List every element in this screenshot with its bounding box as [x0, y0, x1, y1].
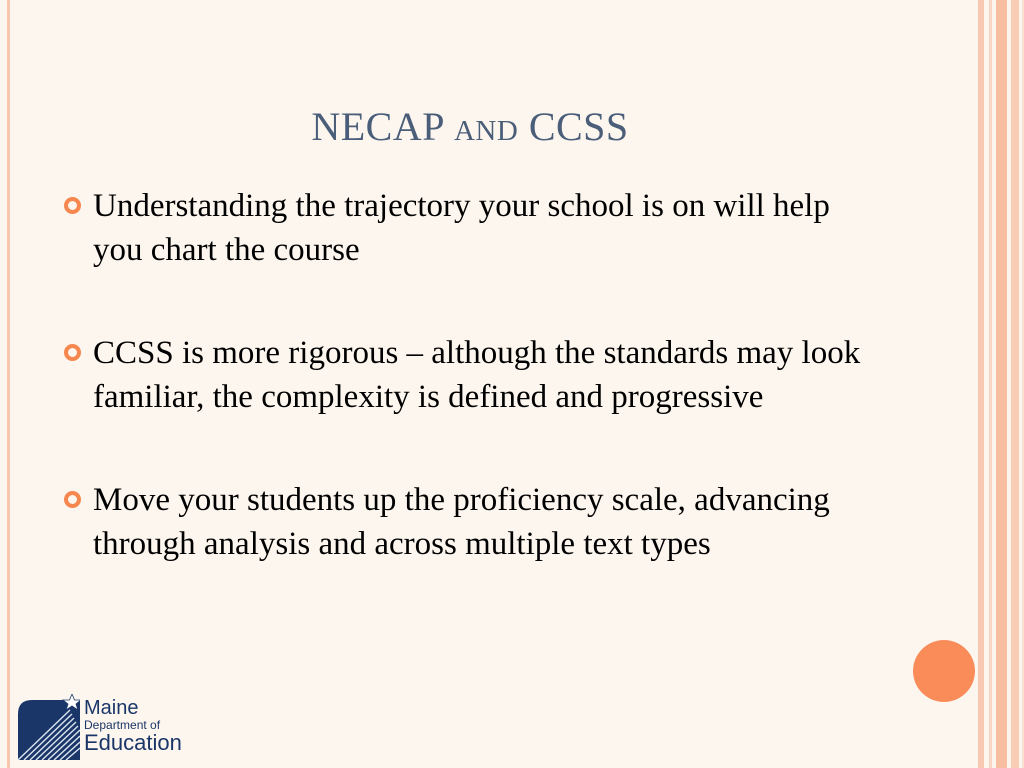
bullet-ring-icon	[64, 197, 81, 214]
decorative-stripe	[996, 0, 1007, 768]
slide-title	[0, 103, 940, 150]
bullet-item	[62, 184, 882, 272]
logo-line-education: Education	[84, 730, 182, 755]
bullet-item	[62, 478, 882, 566]
bullet-text: Understanding the trajectory your school is on will help you chart the course	[93, 188, 830, 268]
maine-doe-logo	[14, 692, 214, 762]
decorative-stripe	[978, 0, 984, 768]
bullet-ring-icon	[64, 491, 81, 508]
decorative-circle	[913, 640, 975, 702]
title-and: AND	[453, 115, 519, 147]
bullet-item	[62, 331, 882, 419]
title-main: NECAP	[311, 104, 454, 149]
bullet-text: Move your students up the proficiency scale, advancing through analysis and across multiple text types	[93, 482, 830, 562]
star-stripes-icon	[14, 694, 80, 760]
bullet-text: CCSS is more rigorous – although the standards may look familiar, the complexity is defined and progressive	[93, 335, 861, 415]
logo-text	[84, 698, 182, 754]
decorative-stripe	[1011, 0, 1019, 768]
right-decorative-band	[978, 0, 1024, 768]
decorative-stripe	[989, 0, 992, 768]
logo-line-department: Department of	[84, 718, 161, 732]
logo-line-maine: Maine	[84, 697, 139, 719]
title-end: CCSS	[518, 104, 629, 149]
bullet-ring-icon	[64, 344, 81, 361]
bullet-list	[62, 184, 882, 566]
